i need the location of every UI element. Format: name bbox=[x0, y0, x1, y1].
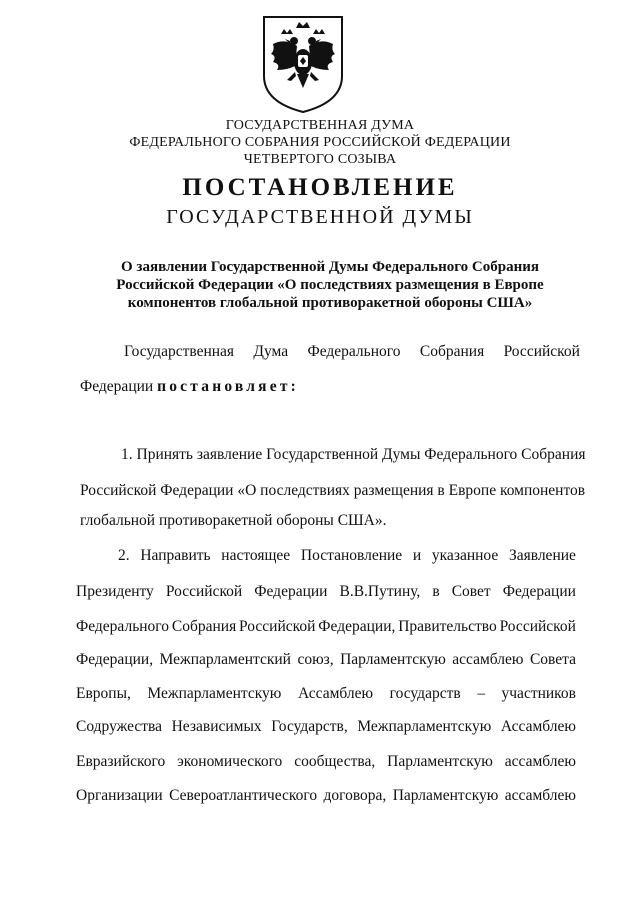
word: Постановление bbox=[300, 547, 403, 564]
word: Межпарламентский bbox=[159, 651, 291, 668]
about-line-1: О заявлении Государственной Думы Федерального Собрания bbox=[121, 259, 539, 275]
word: настоящее bbox=[221, 547, 291, 564]
word: Федерации bbox=[502, 583, 576, 600]
word: Российской bbox=[165, 583, 243, 600]
item-2-line-3 bbox=[76, 618, 576, 636]
word: Организации bbox=[76, 787, 163, 804]
header-line-1: ГОСУДАРСТВЕННАЯ ДУМА bbox=[225, 118, 415, 133]
word: и bbox=[412, 547, 422, 564]
word: Межпарламентскую bbox=[357, 718, 492, 735]
word: участников bbox=[501, 685, 576, 702]
word: Ассамблею bbox=[297, 685, 374, 702]
word: Парламентскую bbox=[387, 753, 493, 770]
word: Парламентскую bbox=[340, 651, 446, 668]
resolves-word: постановляет: bbox=[157, 378, 299, 395]
about-line-2: Российской Федерации «О последствиях размещения в Европе bbox=[116, 277, 544, 293]
word: Федерации bbox=[254, 583, 328, 600]
item-2-line-5 bbox=[76, 685, 576, 703]
word: Правительство bbox=[398, 618, 497, 635]
word: Федерального bbox=[76, 618, 170, 635]
word: ассамблею bbox=[504, 787, 576, 804]
preamble-line-1 bbox=[124, 343, 580, 361]
word: Российской bbox=[239, 618, 316, 635]
preamble-word: Федерального bbox=[307, 343, 401, 360]
document-subtitle: ГОСУДАРСТВЕННОЙ ДУМЫ bbox=[166, 206, 474, 228]
word: Заявление bbox=[508, 547, 576, 564]
word: ассамблею bbox=[504, 753, 576, 770]
preamble-line-2 bbox=[80, 378, 299, 396]
preamble-word: Собрания bbox=[419, 343, 485, 360]
item-2-line-6 bbox=[76, 718, 576, 736]
word: Североатлантического bbox=[169, 787, 318, 804]
preamble-word: Дума bbox=[253, 343, 289, 360]
word: Европы, bbox=[76, 685, 131, 702]
word: Российской bbox=[499, 618, 576, 635]
word: – bbox=[477, 685, 485, 702]
item-2-line-8 bbox=[76, 787, 576, 805]
word: договора, bbox=[323, 787, 387, 804]
item-2-line-1 bbox=[118, 547, 576, 565]
word: Направить bbox=[140, 547, 211, 564]
word: ассамблею bbox=[452, 651, 524, 668]
about-line-3: компонентов глобальной противоракетной обороны США» bbox=[127, 295, 533, 311]
preamble-word: Российской bbox=[503, 343, 580, 360]
word: союз, bbox=[297, 651, 334, 668]
item-1-line-2: Российской Федерации «О последствиях размещения в Европе компонентов bbox=[80, 482, 586, 499]
word: Собрания bbox=[171, 618, 237, 635]
document-title: ПОСТАНОВЛЕНИЕ bbox=[182, 174, 458, 201]
word: Парламентскую bbox=[392, 787, 499, 804]
word: Государств, bbox=[271, 718, 348, 735]
word: сообщества, bbox=[294, 753, 376, 770]
word: В.В.Путину, bbox=[339, 583, 421, 600]
word: экономического bbox=[177, 753, 283, 770]
header-line-3: ЧЕТВЕРТОГО СОЗЫВА bbox=[243, 152, 397, 167]
word: Ассамблею bbox=[500, 718, 576, 735]
preamble-line-2-start: Федерации bbox=[80, 378, 154, 395]
item-1-line-3: глобальной противоракетной обороны США». bbox=[80, 512, 387, 529]
word: Федерации, bbox=[76, 651, 154, 668]
item-2-line-2 bbox=[76, 583, 576, 601]
item-1-line-1: 1. Принять заявление Государственной Думы Федерального Собрания bbox=[121, 446, 586, 463]
item-2-line-4 bbox=[76, 651, 576, 669]
word: Президенту bbox=[76, 583, 154, 600]
word: Евразийского bbox=[76, 753, 166, 770]
word: Совет bbox=[451, 583, 491, 600]
word: Совета bbox=[529, 651, 576, 668]
word: 2. bbox=[118, 547, 130, 564]
preamble-word: Государственная bbox=[124, 343, 235, 360]
header-line-2: ФЕДЕРАЛЬНОГО СОБРАНИЯ РОССИЙСКОЙ ФЕДЕРАЦИИ bbox=[129, 135, 511, 150]
word: Содружества bbox=[76, 718, 163, 735]
word: указанное bbox=[431, 547, 499, 564]
word: Межпарламентскую bbox=[147, 685, 282, 702]
word: Независимых bbox=[171, 718, 262, 735]
word: в bbox=[432, 583, 440, 600]
item-2-line-7 bbox=[76, 753, 576, 771]
word: государств bbox=[389, 685, 461, 702]
russian-coat-of-arms-emblem bbox=[261, 14, 345, 114]
word: Федерации, bbox=[318, 618, 396, 635]
